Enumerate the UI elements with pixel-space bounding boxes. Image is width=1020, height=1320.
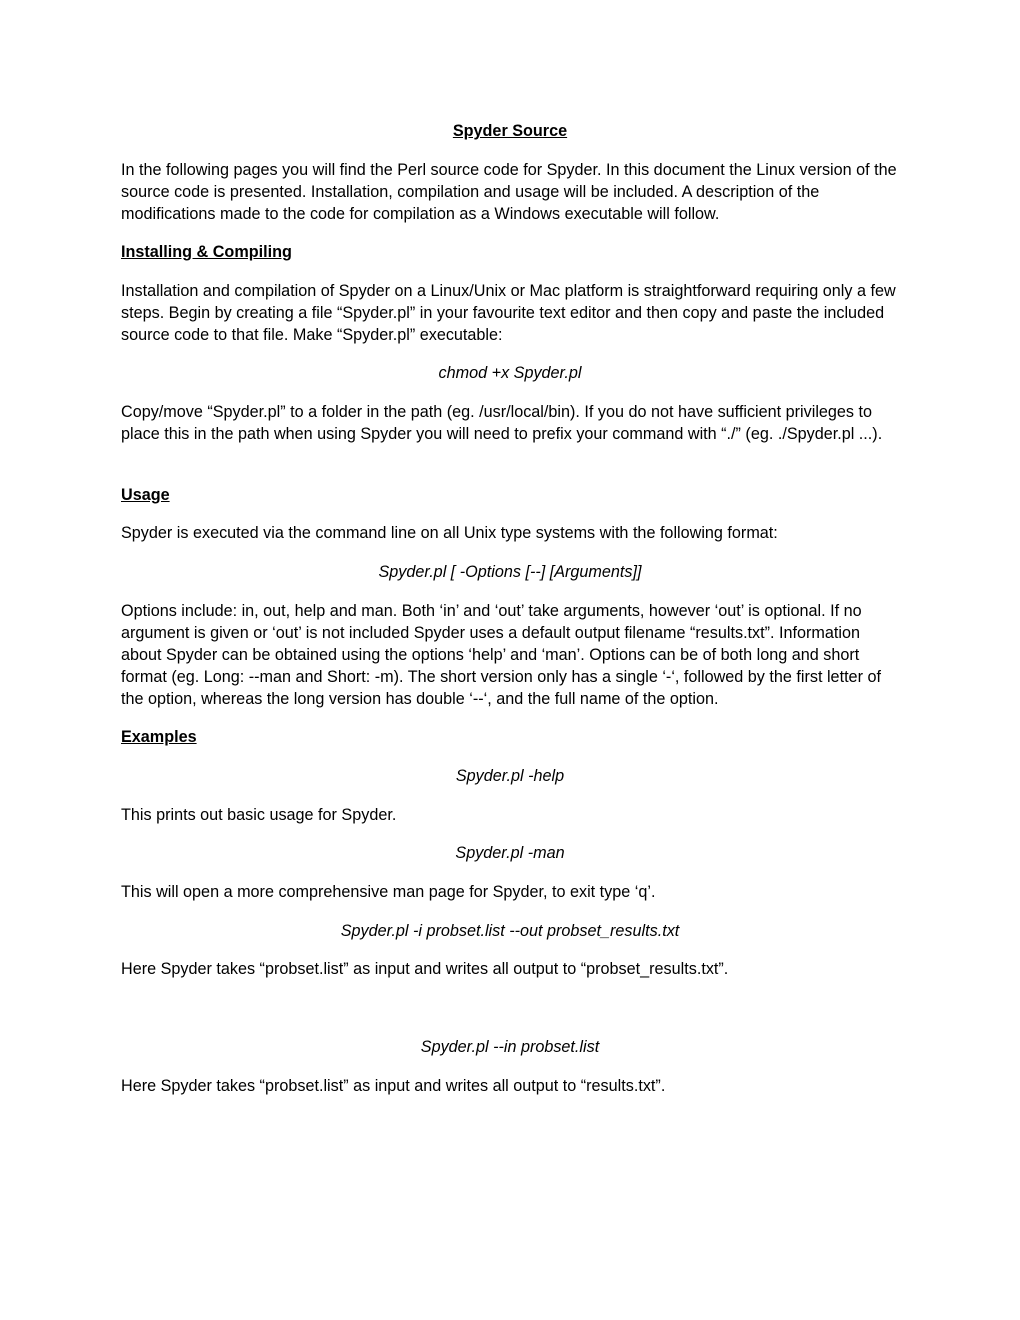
usage-paragraph: Spyder is executed via the command line on all Unix type systems with the following format: — [121, 524, 778, 542]
example-description: Here Spyder takes “probset.list” as input and writes all output to “results.txt”. — [121, 1077, 666, 1095]
example-command: Spyder.pl -man — [455, 844, 565, 862]
copy-move-paragraph: Copy/move “Spyder.pl” to a folder in the path (eg. /usr/local/bin). If you do not have sufficient privileges to place this in the path when using Spyder you will need to prefix your command with “./” (eg. ./Spyder.pl ...). — [121, 403, 883, 443]
installing-paragraph: Installation and compilation of Spyder on a Linux/Unix or Mac platform is straightforward requiring only a few steps. Begin by creating a file “Spyder.pl” in your favourite text editor and then copy and paste the included source code to that file. Make “Spyder.pl” executable: — [121, 282, 896, 344]
example-description: This prints out basic usage for Spyder. — [121, 806, 397, 824]
options-paragraph: Options include: in, out, help and man. Both ‘in’ and ‘out’ take arguments, however ‘out’ is optional. If no argument is given or ‘out’ is not included Spyder uses a default output filename “results.txt”. Information about Spyder can be obtained using the options ‘help’ and ‘man’. Options can be of both long and short format (eg. Long: --man and Short: -m). The short version only has a single ‘-‘, followed by the first letter of the option, whereas the long version has double ‘--‘, and the full name of the option. — [121, 602, 881, 708]
example-description: This will open a more comprehensive man page for Spyder, to exit type ‘q’. — [121, 883, 656, 901]
usage-heading: Usage — [121, 486, 170, 504]
installing-heading: Installing & Compiling — [121, 243, 292, 261]
example-command: Spyder.pl -help — [455, 767, 565, 785]
example-command: Spyder.pl --in probset.list — [420, 1038, 600, 1056]
page-title: Spyder Source — [452, 122, 568, 140]
chmod-command: chmod +x Spyder.pl — [438, 364, 582, 382]
example-description: Here Spyder takes “probset.list” as input and writes all output to “probset_results.txt”. — [121, 960, 729, 978]
intro-paragraph: In the following pages you will find the Perl source code for Spyder. In this document the Linux version of the source code is presented. Installation, compilation and usage will be included. A description of the modifications made to the code for compilation as a Windows executable will follow. — [121, 161, 897, 223]
usage-format: Spyder.pl [ -Options [--] [Arguments]] — [378, 563, 642, 581]
examples-heading: Examples — [121, 728, 197, 746]
example-command: Spyder.pl -i probset.list --out probset_results.txt — [340, 922, 680, 940]
